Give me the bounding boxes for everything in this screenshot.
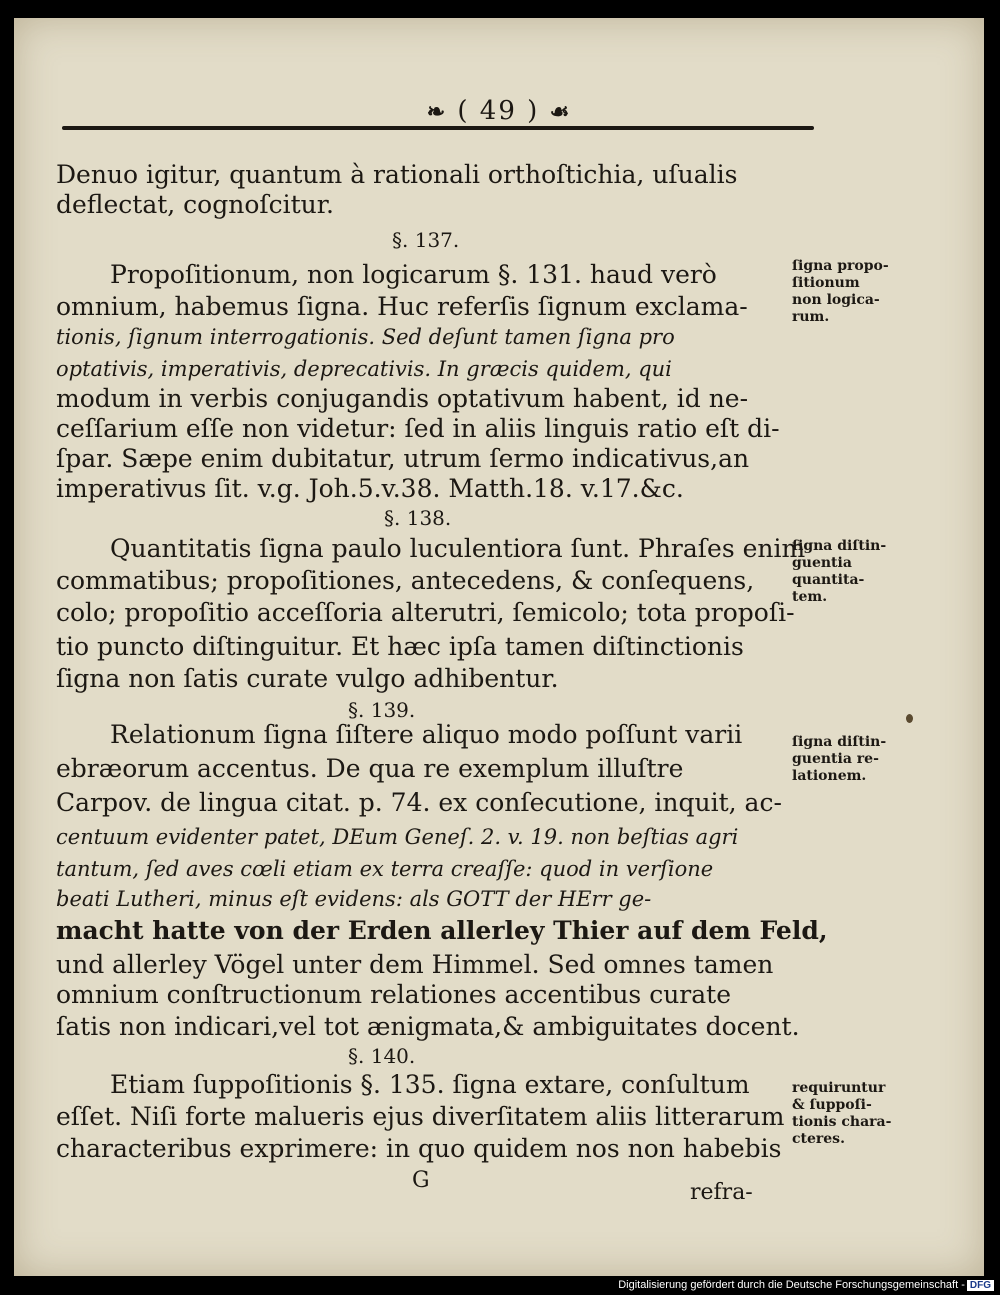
dfg-logo: DFG [967, 1280, 994, 1291]
section-heading: §. 139. [348, 698, 416, 722]
text-line: omnium, habemus ſigna. Huc referſis ſignum exclama- [56, 292, 748, 321]
margin-note: ſigna diſtin- guentia quantita- tem. [792, 538, 887, 605]
footer-credit [618, 1279, 994, 1291]
text-line: beati Lutheri, minus eſt evidens: als GOTT der HErr ge- [56, 887, 652, 911]
margin-note: ſigna diſtin- guentia re- lationem. [792, 734, 887, 784]
text-line: optativis, imperativis, deprecativis. In græcis quidem, qui [56, 357, 672, 381]
text-line: Propoſitionum, non logicarum §. 131. haud verò [110, 260, 717, 289]
text-line: ſatis non indicari,vel tot ænigmata,& ambiguitates docent. [56, 1012, 800, 1041]
text-line: centuum evidenter patet, DEum Geneſ. 2. v. 19. non beſtias agri [56, 825, 739, 849]
ornament-left-icon: ❧ [426, 99, 448, 125]
text-line: omnium conſtructionum relationes accentibus curate [56, 980, 731, 1009]
text-line: modum in verbis conjugandis optativum habent, id ne- [56, 384, 749, 413]
running-header [14, 96, 984, 126]
footer-text: Digitalisierung gefördert durch die Deutsche Forschungsgemeinschaft - [618, 1279, 965, 1291]
text-line: Relationum ſigna ſiſtere aliquo modo poſſunt varii [110, 720, 743, 749]
section-heading: §. 140. [348, 1044, 416, 1068]
ornament-right-icon: ☙ [549, 99, 572, 125]
text-line: ebræorum accentus. De qua re exemplum illuſtre [56, 754, 684, 783]
text-line: imperativus ſit. v.g. Joh.5.v.38. Matth.18. v.17.&c. [56, 474, 684, 503]
margin-note: ſigna propo- ſitionum non logica- rum. [792, 258, 889, 325]
text-line: macht hatte von der Erden allerley Thier auf dem Feld, [56, 916, 828, 945]
text-line: deflectat, cognoſcitur. [56, 190, 334, 219]
section-heading: §. 137. [392, 228, 460, 252]
ink-spot [906, 714, 913, 723]
text-line: Denuo igitur, quantum à rationali orthoſtichia, uſualis [56, 160, 738, 189]
text-line: Etiam ſuppoſitionis §. 135. ſigna extare, conſultum [110, 1070, 750, 1099]
margin-note: requiruntur & ſuppoſi- tionis chara- cteres. [792, 1080, 892, 1147]
text-line: tantum, ſed aves cœli etiam ex terra creaſſe: quod in verſione [56, 857, 714, 881]
text-line: und allerley Vögel unter dem Himmel. Sed omnes tamen [56, 950, 774, 979]
text-line: tio puncto diſtinguitur. Et hæc ipſa tamen diſtinctionis [56, 632, 744, 661]
catchword: refra- [690, 1180, 753, 1205]
text-line: tionis, ſignum interrogationis. Sed deſunt tamen ſigna pro [56, 325, 675, 349]
page-number: ( 49 ) [457, 96, 540, 126]
text-line: ſpar. Sæpe enim dubitatur, utrum ſermo indicativus,an [56, 444, 750, 473]
text-line: eſſet. Niſi forte malueris ejus diverſitatem aliis litterarum [56, 1102, 785, 1131]
text-line: commatibus; propoſitiones, antecedens, & conſequens, [56, 566, 755, 595]
text-line: ſigna non ſatis curate vulgo adhibentur. [56, 664, 559, 693]
section-heading: §. 138. [384, 506, 452, 530]
text-line: ceſſarium eſſe non videtur: ſed in aliis linguis ratio eſt di- [56, 414, 780, 443]
book-page [14, 18, 984, 1276]
text-line: Carpov. de lingua citat. p. 74. ex conſecutione, inquit, ac- [56, 788, 782, 817]
text-line: Quantitatis ſigna paulo luculentiora ſunt. Phraſes enim [110, 534, 806, 563]
signature-mark: G [412, 1168, 430, 1193]
text-line: colo; propoſitio acceſſoria alterutri, ſemicolo; tota propoſi- [56, 598, 795, 627]
text-line: characteribus exprimere: in quo quidem nos non habebis [56, 1134, 782, 1163]
header-rule [62, 126, 814, 130]
